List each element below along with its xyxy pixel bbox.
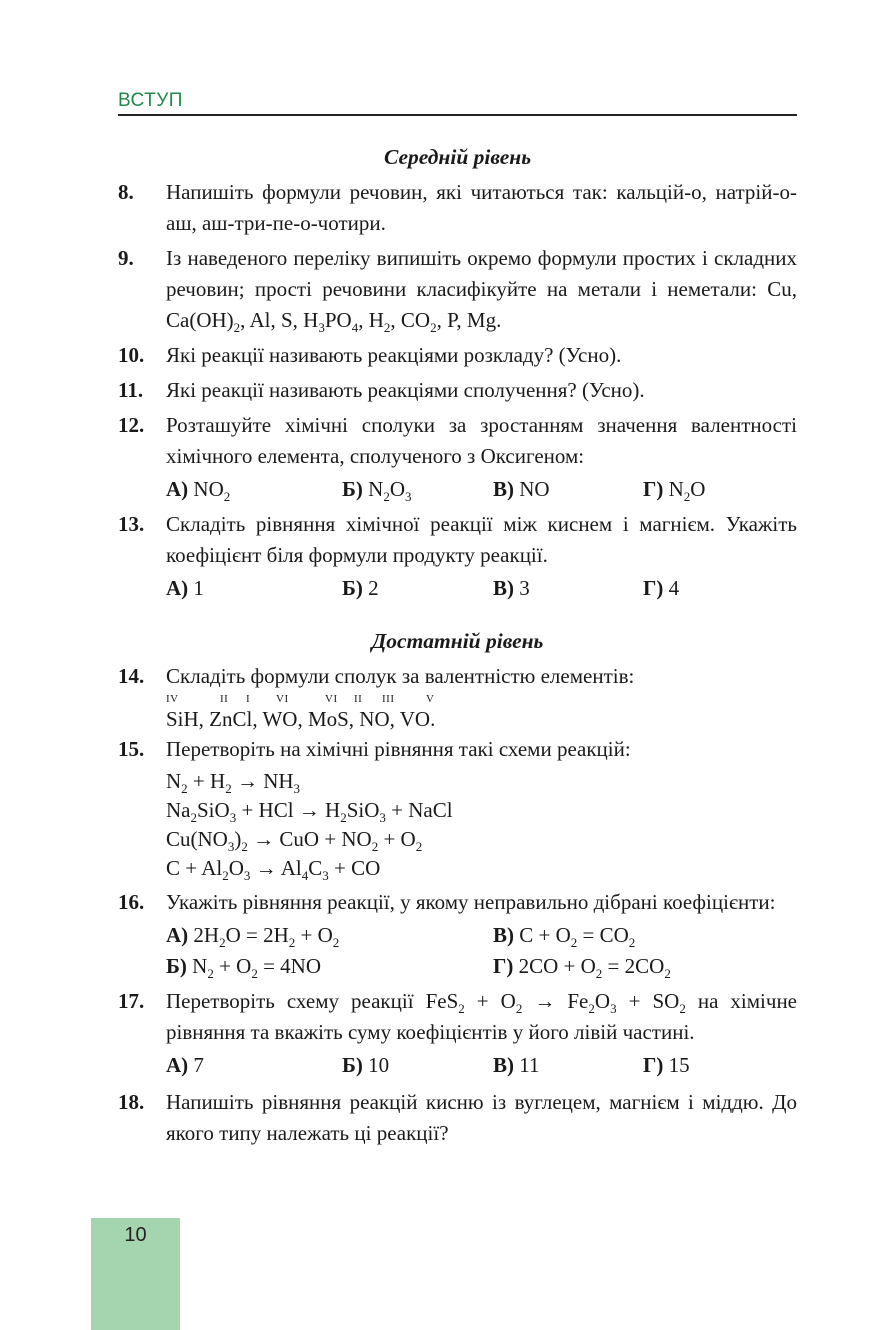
task-16	[118, 887, 797, 982]
task-12	[118, 410, 797, 505]
task-text: Перетворіть схему реакції $FeS_2 + O_2 \to Fe_2O_3 + SO_2$ на хімічне рівняння та вкажіть суму коефіцієнтів у його лівій частині.	[166, 989, 798, 1044]
task-number: 8.	[118, 180, 134, 204]
answer-options	[166, 1050, 797, 1081]
option-c[interactable]: В) $C + O_2 = CO_2$	[493, 923, 636, 950]
task-text: Які реакції називають реакціями розкладу? (Усно).	[166, 343, 622, 367]
task-text: Напишіть формули речовин, які читаються так: кальцій-о, натрій-о-аш, аш-три-пе-о-чотири.	[166, 180, 797, 235]
option-d[interactable]: Г) $2CO + O_2 = 2CO_2$	[493, 954, 671, 981]
task-number: 11.	[118, 378, 144, 402]
scheme-2: $Na_2SiO_3$ + HCl → $H_2SiO_3$ + NaCl	[166, 798, 453, 825]
task-15	[118, 734, 797, 883]
task-number: 17.	[118, 989, 145, 1013]
task-text: Розташуйте хімічні сполуки за зростанням значення валентності хімічного елемента, сполученого з Оксигеном:	[166, 413, 797, 468]
task-9	[118, 243, 797, 336]
option-c[interactable]: В) 11	[493, 1053, 540, 1077]
reaction-schemes	[166, 767, 797, 883]
page-number-box	[91, 1218, 180, 1330]
section-title-sufficient: Достатній рівень	[371, 629, 544, 653]
task-13	[118, 509, 797, 604]
valence-marks: IV II I VI VI II III V	[166, 693, 435, 705]
task-number: 18.	[118, 1090, 145, 1114]
task-number: 15.	[118, 737, 145, 761]
page-header	[118, 86, 797, 116]
option-a[interactable]: А) $NO_2$	[166, 477, 231, 504]
option-b[interactable]: Б) $N_2O_3$	[342, 477, 412, 504]
option-c[interactable]: В) NO	[493, 477, 550, 501]
task-18	[118, 1087, 797, 1149]
task-14	[118, 661, 797, 730]
page-number: 10	[124, 1224, 147, 1246]
option-a[interactable]: А) $2H_2O = 2H_2 + O_2$	[166, 923, 340, 950]
option-d[interactable]: Г) $N_2O$	[643, 477, 706, 504]
task-text: Напишіть рівняння реакцій кисню із вуглецем, магнієм і міддю. До якого типу належать ці реакції?	[166, 1090, 797, 1145]
option-b[interactable]: Б) $N_2 + O_2 = 4NO$	[166, 954, 322, 981]
task-text: Із наведеного переліку випишіть окремо формули простих і складних речовин; прості речовини класифікуйте на метали і неметали: Cu, $Ca(OH)_2$, Al, S, $H_3PO_4$, $H_2$, $CO_2$, P, Mg.	[166, 246, 797, 335]
scheme-4: $C + Al_2O_3 \to Al_4C_3$ + CO	[166, 856, 381, 883]
task-text: Які реакції називають реакціями сполучення? (Усно).	[166, 378, 645, 402]
task-number: 10.	[118, 343, 145, 367]
page-content	[118, 138, 797, 1153]
scheme-3: $Cu(NO_3)_2$ → CuO + $NO_2 + O_2$	[166, 827, 423, 854]
section-label: ВСТУП	[118, 90, 183, 111]
task-number: 13.	[118, 512, 145, 536]
task-text: Перетворіть на хімічні рівняння такі схеми реакцій:	[166, 737, 631, 761]
task-10	[118, 340, 797, 371]
task-number: 16.	[118, 890, 145, 914]
answer-options	[166, 920, 797, 982]
option-a[interactable]: А) 7	[166, 1053, 204, 1077]
task-text: Складіть рівняння хімічної реакції між киснем і магнієм. Укажіть коефіцієнт біля формули продукту реакції.	[166, 512, 797, 567]
option-d[interactable]: Г) 4	[643, 576, 680, 600]
option-c[interactable]: В) 3	[493, 576, 530, 600]
scheme-1: $N_2 + H_2 \to NH_3$	[166, 769, 301, 796]
answer-options	[166, 573, 797, 604]
task-11	[118, 375, 797, 406]
task-8	[118, 177, 797, 239]
option-b[interactable]: Б) 2	[342, 576, 379, 600]
option-d[interactable]: Г) 15	[643, 1053, 690, 1077]
valence-formulas: SiH, ZnCl, WO, MoS, NO, VO.	[166, 707, 436, 731]
task-number: 14.	[118, 664, 145, 688]
task-number: 12.	[118, 413, 145, 437]
section-title-medium: Середній рівень	[383, 145, 532, 169]
answer-options	[166, 474, 797, 505]
task-text: Складіть формули сполук за валентністю елементів:	[166, 664, 635, 688]
task-number: 9.	[118, 246, 134, 270]
task-17	[118, 986, 797, 1081]
option-b[interactable]: Б) 10	[342, 1053, 390, 1077]
task-text: Укажіть рівняння реакції, у якому неправильно дібрані коефіцієнти:	[166, 890, 776, 914]
option-a[interactable]: А) 1	[166, 576, 204, 600]
